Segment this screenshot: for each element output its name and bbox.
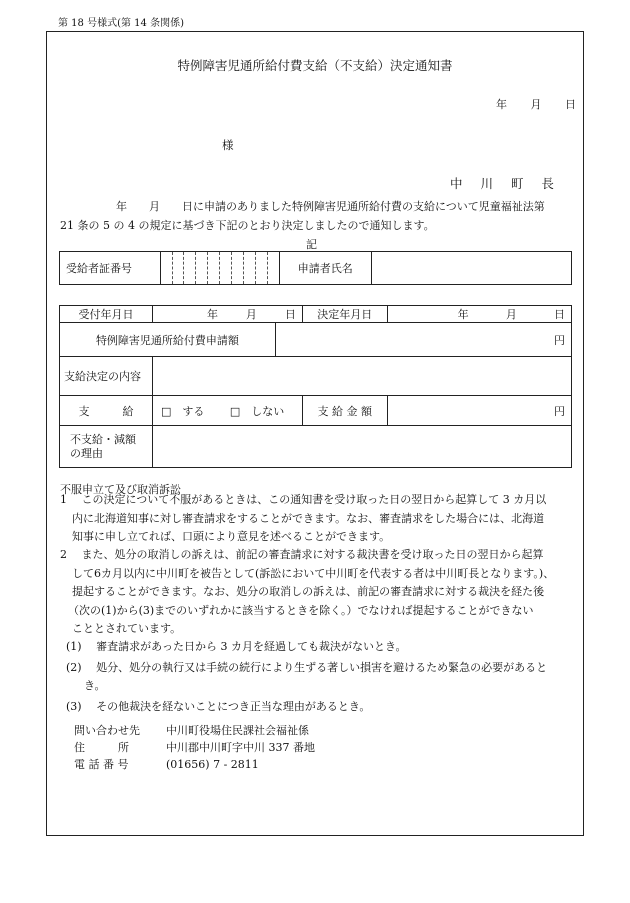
- shikyu-options: [152, 396, 302, 426]
- appeal-p2-line: 2 また、処分の取消しの訴えは、前記の審査請求に対する裁決書を受け取った日の翌日から起算: [60, 548, 544, 561]
- appeal-item: (1) 審査請求があった日から 3 カ月を経過しても裁決がないとき。: [66, 640, 407, 653]
- appeal-p1-line: 1 この決定について不服があるときは、この通知書を受け取った日の翌日から起算して 3 カ月以: [60, 493, 547, 506]
- appeal-p2-line: して6カ月以内に中川町を被告として(訴訟において中川町を代表する者は中川町長となります。)、: [72, 566, 555, 580]
- digit-box: [160, 252, 172, 285]
- applied-amount-field[interactable]: [275, 323, 571, 357]
- inquiry-label: 問い合わせ先: [74, 724, 140, 737]
- applicant-name-field[interactable]: [371, 252, 571, 285]
- month-label: 月: [530, 98, 542, 111]
- yen-label: 円: [554, 333, 565, 347]
- year-label: 年: [457, 308, 469, 321]
- applicant-name-label: 申請者氏名: [279, 252, 371, 285]
- digit-box: [232, 252, 244, 285]
- address-label: 住 所: [74, 741, 129, 754]
- appeal-p2-line: 提起することができます。なお、処分の取消しの訴えは、前記の審査請求に対する裁決を経た後: [72, 585, 545, 598]
- intro-line-2: 21 条の 5 の 4 の規定に基づき下記のとおり決定しましたので通知します。: [60, 219, 435, 232]
- amount-field[interactable]: [387, 396, 571, 426]
- year-label: 年: [206, 308, 218, 321]
- applied-amount-label: 特例障害児通所給付費申請額: [60, 323, 276, 357]
- form-number: 第 18 号様式(第 14 条関係): [58, 18, 184, 29]
- decision-date-field[interactable]: [387, 306, 571, 323]
- received-date-field[interactable]: [152, 306, 302, 323]
- appeal-heading: 不服申立て及び取消訴訟: [60, 483, 181, 496]
- digit-box: [244, 252, 256, 285]
- phone-label: 電 話 番 号: [74, 758, 129, 771]
- yen-label: 円: [554, 404, 565, 418]
- decision-content-label: 支給決定の内容: [60, 357, 153, 396]
- day-label: 日: [284, 308, 296, 321]
- received-date-label: 受付年月日: [60, 306, 153, 323]
- addressee-suffix: 様: [222, 138, 234, 152]
- option-no-checkbox[interactable]: □ しない: [229, 404, 285, 418]
- appeal-item: (3) その他裁決を経ないことにつき正当な理由があるとき。: [66, 699, 371, 713]
- appeal-item: き。: [84, 679, 106, 692]
- appeal-paragraph-1: [60, 491, 546, 547]
- day-label: 日: [565, 98, 576, 111]
- digit-box: [172, 252, 184, 285]
- issuer: 中 川 町 長: [450, 176, 561, 191]
- inquiry-value: 中川町役場住民課社会福祉係: [166, 724, 309, 737]
- phone-value: (01656) 7 - 2811: [166, 758, 259, 771]
- ki-label: 記: [306, 238, 317, 251]
- appeal-item: (2) 処分、処分の執行又は手続の続行により生ずる著しい損害を避けるため緊急の必要があると: [66, 660, 548, 674]
- amount-label: 支 給 金 額: [302, 396, 387, 426]
- digit-box: [220, 252, 232, 285]
- day-label: 日: [553, 308, 565, 321]
- decision-table: [59, 305, 572, 468]
- issue-date: [496, 96, 576, 112]
- digit-box: [267, 252, 279, 285]
- reason-label-line-2: の理由: [70, 446, 103, 460]
- appeal-p2-line: （次の(1)から(3)までのいずれかに該当するときを除く。）でなければ提起することができない: [68, 603, 534, 617]
- document-title: 特例障害児通所給付費支給（不支給）決定通知書: [177, 58, 453, 73]
- month-label: 月: [505, 308, 517, 321]
- intro-line-1: 年 月 日に申請のありました特例障害児通所給付費の支給について児童福祉法第: [116, 200, 545, 213]
- recipient-no-label: 受給者証番号: [60, 252, 161, 285]
- recipient-table: [59, 251, 572, 285]
- reason-label: [60, 426, 153, 468]
- year-label: 年: [496, 98, 507, 111]
- decision-date-label: 決定年月日: [302, 306, 387, 323]
- digit-box: [255, 252, 267, 285]
- digit-box: [196, 252, 208, 285]
- appeal-paragraph-2: [60, 546, 554, 639]
- appeal-p1-line: 知事に申し立てれば、口頭により意見を述べることができます。: [72, 530, 391, 543]
- appeal-p1-line: 内に北海道知事に対し審査請求をすることができます。なお、審査請求をした場合には、北海道: [72, 511, 545, 525]
- address-value: 中川郡中川町字中川 337 番地: [166, 741, 315, 754]
- digit-box: [184, 252, 196, 285]
- reason-label-line-1: 不支給・減額: [70, 432, 136, 446]
- contact-block: [74, 722, 315, 773]
- appeal-p2-line: こととされています。: [72, 622, 182, 635]
- reason-field[interactable]: [152, 426, 571, 468]
- month-label: 月: [245, 308, 257, 321]
- decision-content-field[interactable]: [152, 357, 571, 396]
- digit-box: [208, 252, 220, 285]
- option-yes-checkbox[interactable]: □ する: [160, 404, 205, 418]
- shikyu-label: 支 給: [60, 396, 153, 426]
- appeal-items: [66, 638, 547, 716]
